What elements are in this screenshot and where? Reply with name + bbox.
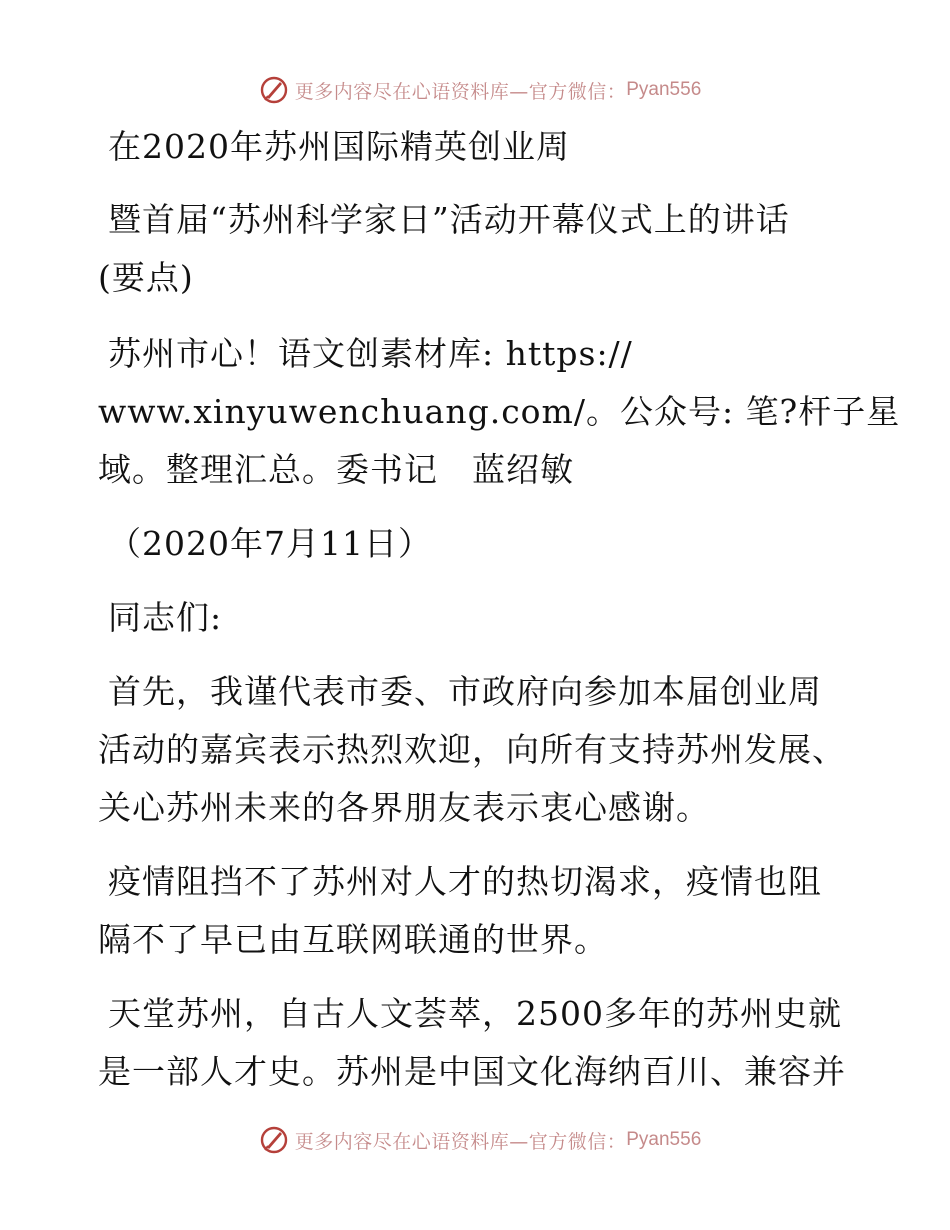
watermark-text: 更多内容尽在心语资料库—官方微信： [294,80,627,103]
footer-watermark [0,1120,950,1160]
paragraph-1-line-3: 关心苏州未来的各界朋友表示衷心感谢。 [98,788,710,827]
speaker-line-2: www.xinyuwenchuang.com/。公众号: 笔?杆子星 [98,392,901,431]
paragraph-1-line-1: 首先，我谨代表市委、市政府向参加本届创业周 [108,672,822,711]
header-watermark [0,70,950,110]
speaker-line-3: 域。整理汇总。委书记 蓝绍敏 [98,450,574,489]
salutation: 同志们: [108,598,223,637]
watermark-wechat-id: Pyan556 [626,1129,702,1150]
quill-seal-icon [259,1125,289,1155]
paragraph-2-line-2: 隔不了早已由互联网联通的世界。 [98,920,608,959]
speaker-line-1: 苏州市心！语文创素材库: https:// [108,334,633,373]
paragraph-2-line-1: 疫情阻挡不了苏州对人才的热切渴求，疫情也阻 [108,862,822,901]
paragraph-3-line-2: 是一部人才史。苏州是中国文化海纳百川、兼容并 [98,1052,846,1091]
title-line-1: 在2020年苏州国际精英创业周 [108,127,570,166]
quill-seal-icon [259,75,289,105]
title-line-2: 暨首届“苏州科学家日”活动开幕仪式上的讲话 [108,200,790,239]
watermark-wechat-id: Pyan556 [626,79,702,100]
title-line-3: (要点) [98,258,194,297]
paragraph-1-line-2: 活动的嘉宾表示热烈欢迎，向所有支持苏州发展、 [98,730,846,769]
watermark-text: 更多内容尽在心语资料库—官方微信： [294,1130,627,1153]
paragraph-3-line-1: 天堂苏州，自古人文荟萃，2500多年的苏州史就 [108,994,842,1033]
speech-date: （2020年7月11日） [108,524,432,563]
